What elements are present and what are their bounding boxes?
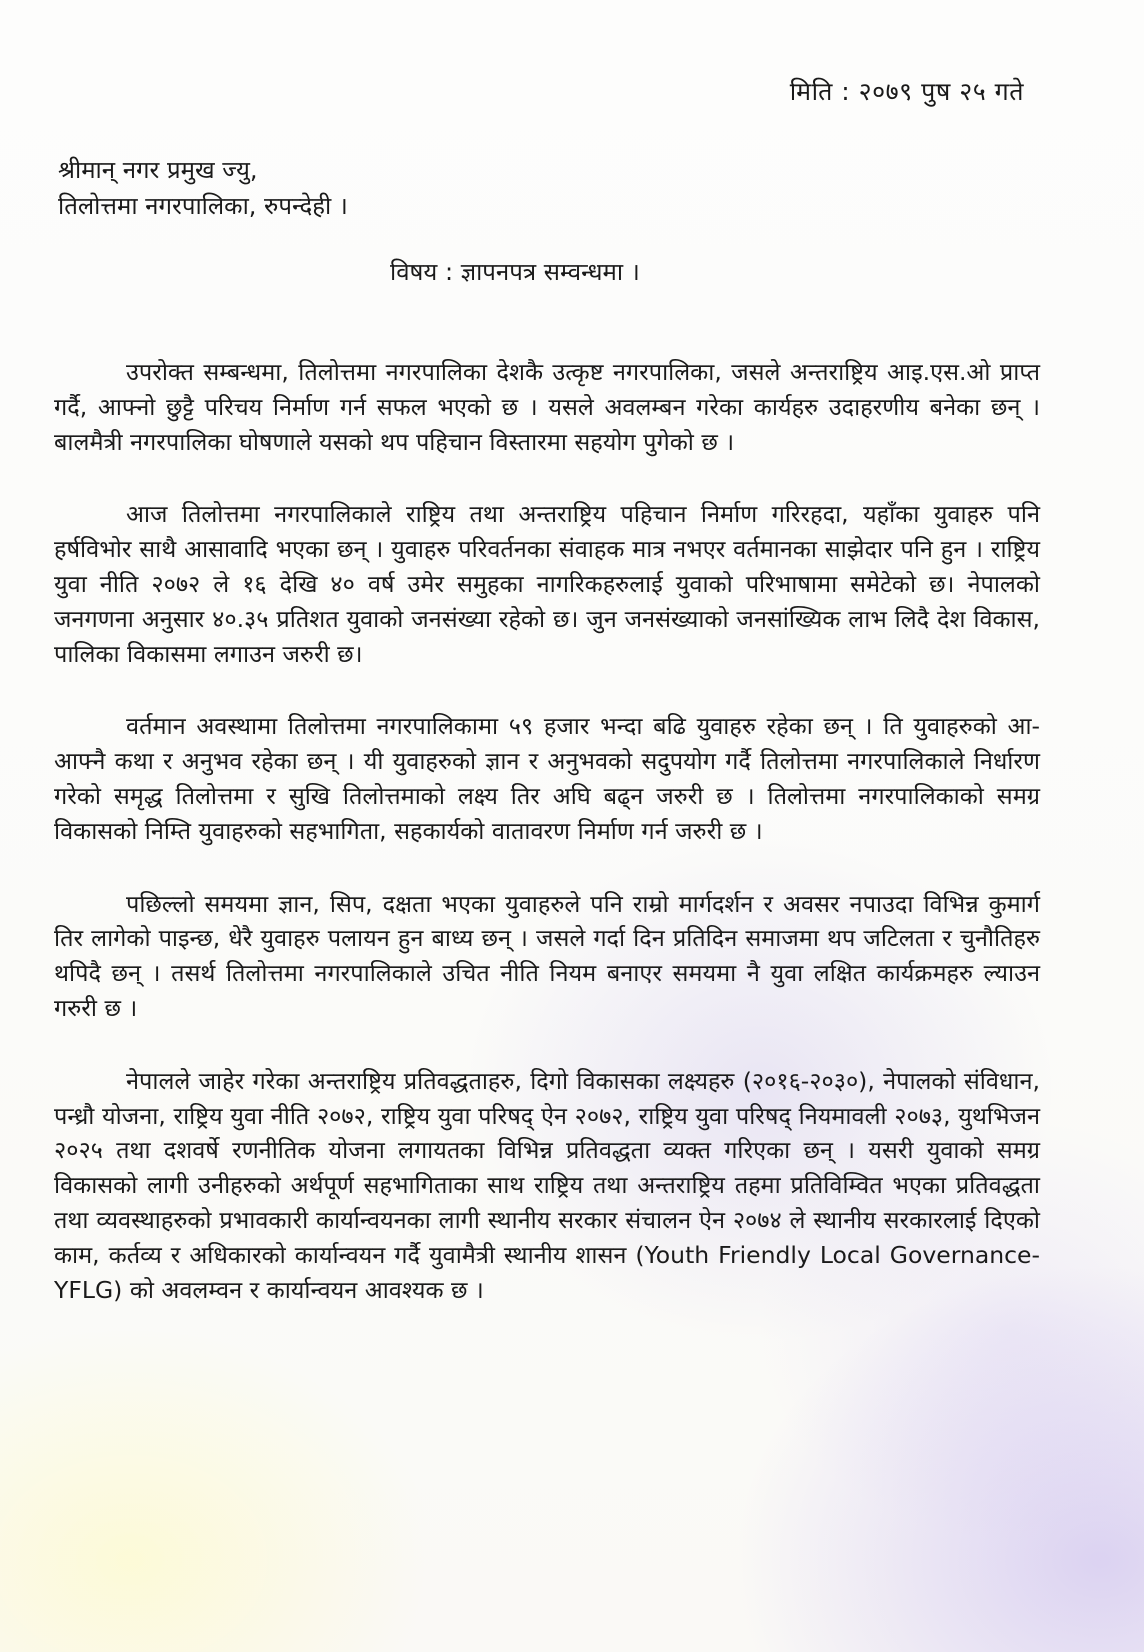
addressee-line-1: श्रीमान् नगर प्रमुख ज्यु, [58, 156, 258, 184]
body-paragraph-1: उपरोक्त सम्बन्धमा, तिलोत्तमा नगरपालिका देशकै उत्कृष्ट नगरपालिका, जसले अन्तराष्ट्रिय आइ.एस.ओ प्राप्त गर्दै, आफ्नो छुट्टै परिचय निर्माण गर्न सफल भएको छ । यसले अवलम्बन गरेका कार्यहरु उदाहरणीय बनेका छन् । बालमैत्री नगरपालिका घोषणाले यसको थप पहिचान विस्तारमा सहयोग पुगेको छ । [54, 358, 1040, 456]
body-paragraph-2: आज तिलोत्तमा नगरपालिकाले राष्ट्रिय तथा अन्तराष्ट्रिय पहिचान निर्माण गरिरहदा, यहाँका युवाहरु पनि हर्षविभोर साथै आसावादि भएका छन् । युवाहरु परिवर्तनका संवाहक मात्र नभएर वर्तमानका साझेदार पनि हुन । राष्ट्रिय युवा नीति २०७२ ले १६ देखि ४० वर्ष उमेर समुहका नागरिकहरुलाई युवाको परिभाषामा समेटेको छ। नेपालको जनगणना अनुसार ४०.३५ प्रतिशत युवाको जनसंख्या रहेको छ। जुन जनसंख्याको जनसांख्यिक लाभ लिदै देश विकास, पालिका विकासमा लगाउन जरुरी छ। [54, 500, 1040, 668]
addressee-line-2: तिलोत्तमा नगरपालिका, रुपन्देही । [58, 192, 348, 220]
addressee-block [58, 152, 348, 224]
body-paragraph-3: वर्तमान अवस्थामा तिलोत्तमा नगरपालिकामा ५९ हजार भन्दा बढि युवाहरु रहेका छन् । ति युवाहरुको आ-आफ्नै कथा र अनुभव रहेका छन् । यी युवाहरुको ज्ञान र अनुभवको सदुपयोग गर्दै तिलोत्तमा नगरपालिकाले निर्धारण गरेको समृद्ध तिलोत्तमा र सुखि तिलोत्तमाको लक्ष्य तिर अघि बढ्न जरुरी छ । तिलोत्तमा नगरपालिकाको समग्र विकासको निम्ति युवाहरुको सहभागिता, सहकार्यको वातावरण निर्माण गर्न जरुरी छ । [54, 712, 1040, 845]
letter-subject: विषय : ज्ञापनपत्र सम्वन्धमा । [390, 258, 640, 286]
body-paragraph-5: नेपालले जाहेर गरेका अन्तराष्ट्रिय प्रतिवद्धताहरु, दिगो विकासका लक्ष्यहरु (२०१६-२०३०), नेपालको संविधान, पन्ध्रौ योजना, राष्ट्रिय युवा नीति २०७२, राष्ट्रिय युवा परिषद् ऐन २०७२, राष्ट्रिय युवा परिषद् नियमावली २०७३, युथभिजन २०२५ तथा दशवर्षे रणनीतिक योजना लगायतका विभिन्न प्रतिवद्धता व्यक्त गरिएका छन् । यसरी युवाको समग्र विकासको लागी उनीहरुको अर्थपूर्ण सहभागिताका साथ राष्ट्रिय तथा अन्तराष्ट्रिय तहमा प्रतिविम्वित भएका प्रतिवद्धता तथा व्यवस्थाहरुको प्रभावकारी कार्यान्वयनका लागी स्थानीय सरकार संचालन ऐन २०७४ ले स्थानीय सरकारलाई दिएको काम, कर्तव्य र अधिकारको कार्यान्वयन गर्दै युवामैत्री स्थानीय शासन (Youth Friendly Local Governance-YFLG) को अवलम्वन र कार्यान्वयन आवश्यक छ । [54, 1066, 1040, 1304]
body-paragraph-4: पछिल्लो समयमा ज्ञान, सिप, दक्षता भएका युवाहरुले पनि राम्रो मार्गदर्शन र अवसर नपाउदा विभिन्न कुमार्ग तिर लागेको पाइन्छ, धेरै युवाहरु पलायन हुन बाध्य छन् । जसले गर्दा दिन प्रतिदिन समाजमा थप जटिलता र चुनौतिहरु थपिदै छन् । तसर्थ तिलोत्तमा नगरपालिकाले उचित नीति नियम बनाएर समयमा नै युवा लक्षित कार्यक्रमहरु ल्याउन गरुरी छ । [54, 889, 1040, 1022]
letter-body [54, 355, 1040, 1307]
letter-date: मिति : २०७९ पुष २५ गते [789, 77, 1024, 106]
